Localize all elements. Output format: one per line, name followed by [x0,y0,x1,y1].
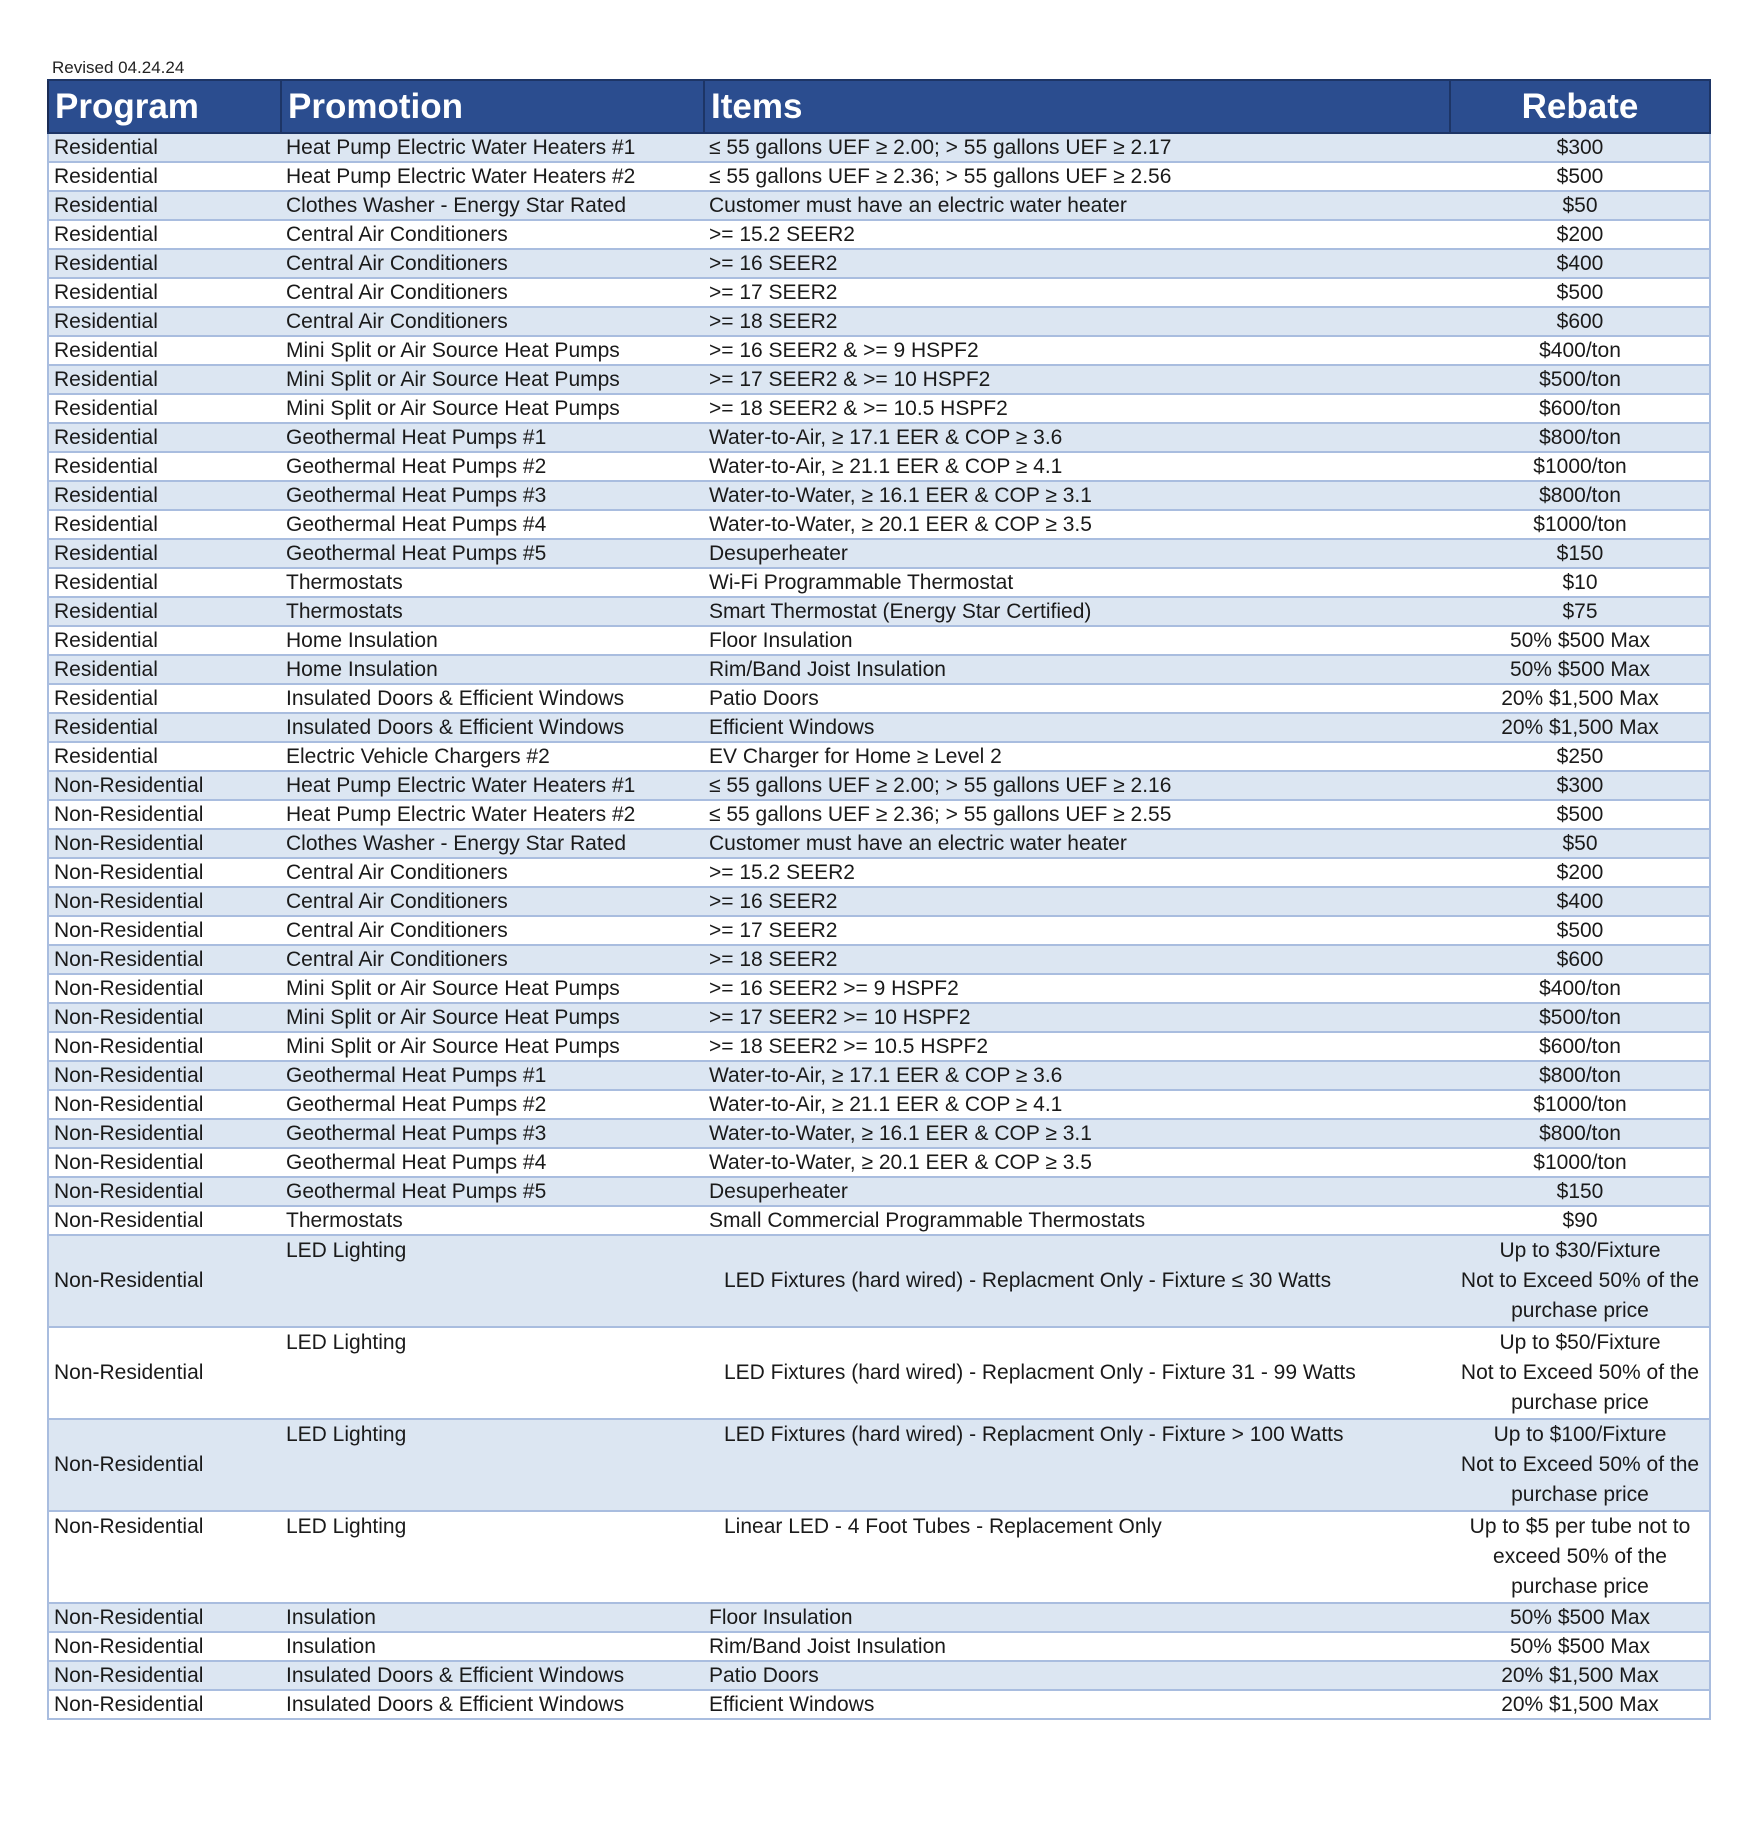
rebate-cell: $50 [1450,829,1710,858]
table-row [48,278,1710,307]
rebate-cell: $10 [1450,568,1710,597]
promotion-cell: Thermostats [281,568,704,597]
header-rebate: Rebate [1450,80,1710,133]
promotion-cell: Geothermal Heat Pumps #4 [281,510,704,539]
items-cell: Efficient Windows [704,713,1450,742]
items-cell: ≤ 55 gallons UEF ≥ 2.36; > 55 gallons UEF ≥ 2.55 [704,800,1450,829]
promotion-cell: Central Air Conditioners [281,220,704,249]
rebate-cell: 50% $500 Max [1450,1632,1710,1661]
promotion-cell: LED Lighting [281,1235,704,1327]
program-cell: Non-Residential [48,1061,281,1090]
rebate-cell: $600/ton [1450,1032,1710,1061]
items-cell: Water-to-Water, ≥ 20.1 EER & COP ≥ 3.5 [704,1148,1450,1177]
rebate-cell: $600 [1450,945,1710,974]
program-cell: Residential [48,423,281,452]
rebate-line: exceed 50% of the [1493,1545,1667,1568]
promotion-cell: LED Lighting [281,1511,704,1603]
promotion-cell: Home Insulation [281,655,704,684]
table-row [48,1119,1710,1148]
table-row [48,713,1710,742]
items-cell: Patio Doors [704,1661,1450,1690]
program-cell: Non-Residential [48,858,281,887]
table-row-tall [48,1511,1710,1603]
program-cell: Residential [48,481,281,510]
rebate-line: Up to $50/Fixture [1499,1331,1661,1354]
promotion-cell: Geothermal Heat Pumps #1 [281,423,704,452]
rebate-cell: $1000/ton [1450,452,1710,481]
table-row [48,307,1710,336]
promotion-cell: LED Lighting [281,1419,704,1511]
table-row-tall [48,1235,1710,1327]
items-cell: >= 17 SEER2 & >= 10 HSPF2 [704,365,1450,394]
program-cell: Non-Residential [48,1632,281,1661]
program-cell: Residential [48,365,281,394]
rebate-cell: $800/ton [1450,1119,1710,1148]
promotion-cell: Electric Vehicle Chargers #2 [281,742,704,771]
promotion-cell: Thermostats [281,597,704,626]
rebate-cell: $90 [1450,1206,1710,1235]
table-row [48,423,1710,452]
table-row [48,1148,1710,1177]
rebate-cell: $800/ton [1450,481,1710,510]
items-cell: >= 17 SEER2 >= 10 HSPF2 [704,1003,1450,1032]
table-row [48,974,1710,1003]
program-cell: Non-Residential [48,800,281,829]
promotion-cell: Geothermal Heat Pumps #3 [281,1119,704,1148]
items-cell: >= 16 SEER2 & >= 9 HSPF2 [704,336,1450,365]
table-header [48,80,1710,133]
rebate-cell: $50 [1450,191,1710,220]
rebate-line: purchase price [1511,1391,1649,1414]
table-row [48,597,1710,626]
table-row [48,162,1710,191]
items-cell: Water-to-Water, ≥ 20.1 EER & COP ≥ 3.5 [704,510,1450,539]
rebate-line: Not to Exceed 50% of the [1460,1453,1700,1476]
table-row [48,945,1710,974]
program-cell: Non-Residential [48,829,281,858]
program-cell: Residential [48,394,281,423]
rebate-cell: $600/ton [1450,394,1710,423]
promotion-cell: Mini Split or Air Source Heat Pumps [281,1032,704,1061]
rebate-cell [1450,1511,1710,1603]
table-row [48,220,1710,249]
rebate-line: purchase price [1511,1483,1649,1506]
promotion-cell: Home Insulation [281,626,704,655]
rebate-cell: $800/ton [1450,423,1710,452]
program-cell: Non-Residential [48,974,281,1003]
table-row [48,742,1710,771]
items-cell: >= 15.2 SEER2 [704,858,1450,887]
rebate-line: Up to $5 per tube not to [1469,1515,1691,1538]
table-row [48,771,1710,800]
items-cell: Water-to-Air, ≥ 21.1 EER & COP ≥ 4.1 [704,452,1450,481]
rebate-cell: $400/ton [1450,336,1710,365]
items-cell: >= 17 SEER2 [704,916,1450,945]
program-cell: Residential [48,133,281,162]
promotion-cell: Heat Pump Electric Water Heaters #2 [281,162,704,191]
table-row [48,655,1710,684]
items-cell: Water-to-Air, ≥ 17.1 EER & COP ≥ 3.6 [704,423,1450,452]
items-cell: >= 16 SEER2 >= 9 HSPF2 [704,974,1450,1003]
rebate-cell: $250 [1450,742,1710,771]
rebate-cell: $150 [1450,1177,1710,1206]
items-cell: LED Fixtures (hard wired) - Replacment Only - Fixture ≤ 30 Watts [704,1235,1450,1327]
table-row [48,626,1710,655]
items-cell: >= 15.2 SEER2 [704,220,1450,249]
rebate-cell [1450,1327,1710,1419]
items-cell: >= 18 SEER2 & >= 10.5 HSPF2 [704,394,1450,423]
promotion-cell: Insulation [281,1632,704,1661]
items-cell: Rim/Band Joist Insulation [704,655,1450,684]
table-row [48,684,1710,713]
rebate-cell: $600 [1450,307,1710,336]
program-cell: Non-Residential [48,771,281,800]
items-cell: Efficient Windows [704,1690,1450,1719]
rebate-cell: 50% $500 Max [1450,655,1710,684]
promotion-cell: Mini Split or Air Source Heat Pumps [281,394,704,423]
promotion-cell: Insulated Doors & Efficient Windows [281,1690,704,1719]
rebate-cell: $300 [1450,771,1710,800]
table-row [48,916,1710,945]
promotion-cell: Central Air Conditioners [281,945,704,974]
table-row [48,1003,1710,1032]
table-row [48,1090,1710,1119]
items-cell: Rim/Band Joist Insulation [704,1632,1450,1661]
table-row [48,800,1710,829]
program-cell: Non-Residential [48,945,281,974]
items-cell: Smart Thermostat (Energy Star Certified) [704,597,1450,626]
table-row-tall [48,1419,1710,1511]
program-cell: Non-Residential [48,1090,281,1119]
program-cell: Non-Residential [48,1690,281,1719]
promotion-cell: Central Air Conditioners [281,249,704,278]
rebate-cell: $1000/ton [1450,1148,1710,1177]
items-cell: Customer must have an electric water heater [704,191,1450,220]
rebate-cell: 50% $500 Max [1450,1603,1710,1632]
rebate-line: Up to $100/Fixture [1493,1423,1667,1446]
rebate-cell: $400/ton [1450,974,1710,1003]
promotion-cell: Insulation [281,1603,704,1632]
program-cell: Non-Residential [48,1177,281,1206]
program-cell: Residential [48,713,281,742]
items-cell: Linear LED - 4 Foot Tubes - Replacement Only [704,1511,1450,1603]
promotion-cell: Heat Pump Electric Water Heaters #2 [281,800,704,829]
promotion-cell: Central Air Conditioners [281,858,704,887]
promotion-cell: Central Air Conditioners [281,278,704,307]
header-items: Items [704,80,1450,133]
rebate-cell: $300 [1450,133,1710,162]
table-row [48,481,1710,510]
items-cell: Customer must have an electric water heater [704,829,1450,858]
program-cell: Non-Residential [48,1419,281,1511]
table-row [48,1206,1710,1235]
program-cell: Residential [48,452,281,481]
rebate-cell: $200 [1450,220,1710,249]
rebate-cell: $500 [1450,162,1710,191]
rebate-table [47,79,1711,1720]
items-cell: Desuperheater [704,1177,1450,1206]
promotion-cell: Mini Split or Air Source Heat Pumps [281,336,704,365]
promotion-cell: Insulated Doors & Efficient Windows [281,1661,704,1690]
program-cell: Residential [48,568,281,597]
promotion-cell: Thermostats [281,1206,704,1235]
program-cell: Residential [48,655,281,684]
table-row [48,539,1710,568]
program-cell: Non-Residential [48,1148,281,1177]
program-cell: Residential [48,510,281,539]
rebate-cell: 20% $1,500 Max [1450,684,1710,713]
table-row-tall [48,1327,1710,1419]
promotion-cell: Clothes Washer - Energy Star Rated [281,829,704,858]
program-cell: Non-Residential [48,1327,281,1419]
rebate-line: Not to Exceed 50% of the [1460,1361,1700,1384]
rebate-cell: $200 [1450,858,1710,887]
items-cell: ≤ 55 gallons UEF ≥ 2.00; > 55 gallons UEF ≥ 2.17 [704,133,1450,162]
rebate-cell: 20% $1,500 Max [1450,1661,1710,1690]
rebate-cell: $400 [1450,887,1710,916]
table-row [48,1032,1710,1061]
revised-date: Revised 04.24.24 [52,58,185,77]
promotion-cell: Geothermal Heat Pumps #1 [281,1061,704,1090]
program-cell: Non-Residential [48,916,281,945]
table-row [48,1632,1710,1661]
items-cell: >= 18 SEER2 [704,945,1450,974]
program-cell: Residential [48,220,281,249]
promotion-cell: Insulated Doors & Efficient Windows [281,713,704,742]
items-cell: LED Fixtures (hard wired) - Replacment Only - Fixture 31 - 99 Watts [704,1327,1450,1419]
rebate-cell: $500/ton [1450,1003,1710,1032]
program-cell: Non-Residential [48,1661,281,1690]
table-row [48,510,1710,539]
items-cell: ≤ 55 gallons UEF ≥ 2.00; > 55 gallons UEF ≥ 2.16 [704,771,1450,800]
rebate-cell: 20% $1,500 Max [1450,1690,1710,1719]
items-cell: ≤ 55 gallons UEF ≥ 2.36; > 55 gallons UEF ≥ 2.56 [704,162,1450,191]
table-row [48,887,1710,916]
rebate-line: purchase price [1511,1575,1649,1598]
items-cell: Patio Doors [704,684,1450,713]
table-row [48,133,1710,162]
items-cell: >= 16 SEER2 [704,249,1450,278]
promotion-cell: Heat Pump Electric Water Heaters #1 [281,133,704,162]
items-cell: Water-to-Water, ≥ 16.1 EER & COP ≥ 3.1 [704,481,1450,510]
promotion-cell: Central Air Conditioners [281,916,704,945]
items-cell: Water-to-Air, ≥ 17.1 EER & COP ≥ 3.6 [704,1061,1450,1090]
promotion-cell: Geothermal Heat Pumps #4 [281,1148,704,1177]
table-row [48,1061,1710,1090]
table-row [48,365,1710,394]
items-cell: Small Commercial Programmable Thermostats [704,1206,1450,1235]
rebate-cell: $75 [1450,597,1710,626]
program-cell: Non-Residential [48,1235,281,1327]
items-cell: Floor Insulation [704,626,1450,655]
promotion-cell: Clothes Washer - Energy Star Rated [281,191,704,220]
rebate-cell: $1000/ton [1450,1090,1710,1119]
program-cell: Residential [48,336,281,365]
promotion-cell: Insulated Doors & Efficient Windows [281,684,704,713]
table-row [48,1690,1710,1719]
promotion-cell: LED Lighting [281,1327,704,1419]
items-cell: Wi-Fi Programmable Thermostat [704,568,1450,597]
promotion-cell: Geothermal Heat Pumps #5 [281,539,704,568]
program-cell: Non-Residential [48,1511,281,1603]
items-cell: EV Charger for Home ≥ Level 2 [704,742,1450,771]
table-row [48,452,1710,481]
header-program: Program [48,80,281,133]
rebate-cell: $150 [1450,539,1710,568]
program-cell: Residential [48,684,281,713]
program-cell: Non-Residential [48,1119,281,1148]
program-cell: Non-Residential [48,1206,281,1235]
promotion-cell: Geothermal Heat Pumps #2 [281,1090,704,1119]
promotion-cell: Geothermal Heat Pumps #2 [281,452,704,481]
items-cell: >= 18 SEER2 [704,307,1450,336]
table-row [48,1603,1710,1632]
program-cell: Residential [48,307,281,336]
header-promotion: Promotion [281,80,704,133]
promotion-cell: Central Air Conditioners [281,887,704,916]
table-row [48,568,1710,597]
rebate-cell: $500/ton [1450,365,1710,394]
program-cell: Residential [48,742,281,771]
table-row [48,858,1710,887]
promotion-cell: Mini Split or Air Source Heat Pumps [281,974,704,1003]
program-cell: Residential [48,162,281,191]
program-cell: Residential [48,191,281,220]
header-row [48,80,1710,133]
promotion-cell: Geothermal Heat Pumps #5 [281,1177,704,1206]
rebate-cell: 20% $1,500 Max [1450,713,1710,742]
items-cell: >= 17 SEER2 [704,278,1450,307]
items-cell: Water-to-Air, ≥ 21.1 EER & COP ≥ 4.1 [704,1090,1450,1119]
program-cell: Non-Residential [48,1032,281,1061]
rebate-line: purchase price [1511,1299,1649,1322]
rebate-cell: $1000/ton [1450,510,1710,539]
table-row [48,249,1710,278]
promotion-cell: Central Air Conditioners [281,307,704,336]
table-body [48,133,1710,1719]
table-row [48,1661,1710,1690]
items-cell: Desuperheater [704,539,1450,568]
items-cell: >= 18 SEER2 >= 10.5 HSPF2 [704,1032,1450,1061]
table-row [48,829,1710,858]
program-cell: Non-Residential [48,887,281,916]
program-cell: Residential [48,597,281,626]
program-cell: Non-Residential [48,1603,281,1632]
promotion-cell: Heat Pump Electric Water Heaters #1 [281,771,704,800]
rebate-cell [1450,1235,1710,1327]
items-cell: Water-to-Water, ≥ 16.1 EER & COP ≥ 3.1 [704,1119,1450,1148]
rebate-cell: $400 [1450,249,1710,278]
table-row [48,191,1710,220]
rebate-cell: 50% $500 Max [1450,626,1710,655]
rebate-line: Up to $30/Fixture [1499,1239,1661,1262]
program-cell: Residential [48,626,281,655]
items-cell: Floor Insulation [704,1603,1450,1632]
rebate-cell: $500 [1450,916,1710,945]
program-cell: Non-Residential [48,1003,281,1032]
program-cell: Residential [48,278,281,307]
rebate-cell: $500 [1450,278,1710,307]
program-cell: Residential [48,249,281,278]
table-row [48,336,1710,365]
rebate-line: Not to Exceed 50% of the [1460,1269,1700,1292]
promotion-cell: Geothermal Heat Pumps #3 [281,481,704,510]
rebate-cell [1450,1419,1710,1511]
table-row [48,394,1710,423]
program-cell: Residential [48,539,281,568]
rebate-cell: $800/ton [1450,1061,1710,1090]
table-row [48,1177,1710,1206]
rebate-cell: $500 [1450,800,1710,829]
items-cell: >= 16 SEER2 [704,887,1450,916]
promotion-cell: Mini Split or Air Source Heat Pumps [281,365,704,394]
items-cell: LED Fixtures (hard wired) - Replacment Only - Fixture > 100 Watts [704,1419,1450,1511]
promotion-cell: Mini Split or Air Source Heat Pumps [281,1003,704,1032]
